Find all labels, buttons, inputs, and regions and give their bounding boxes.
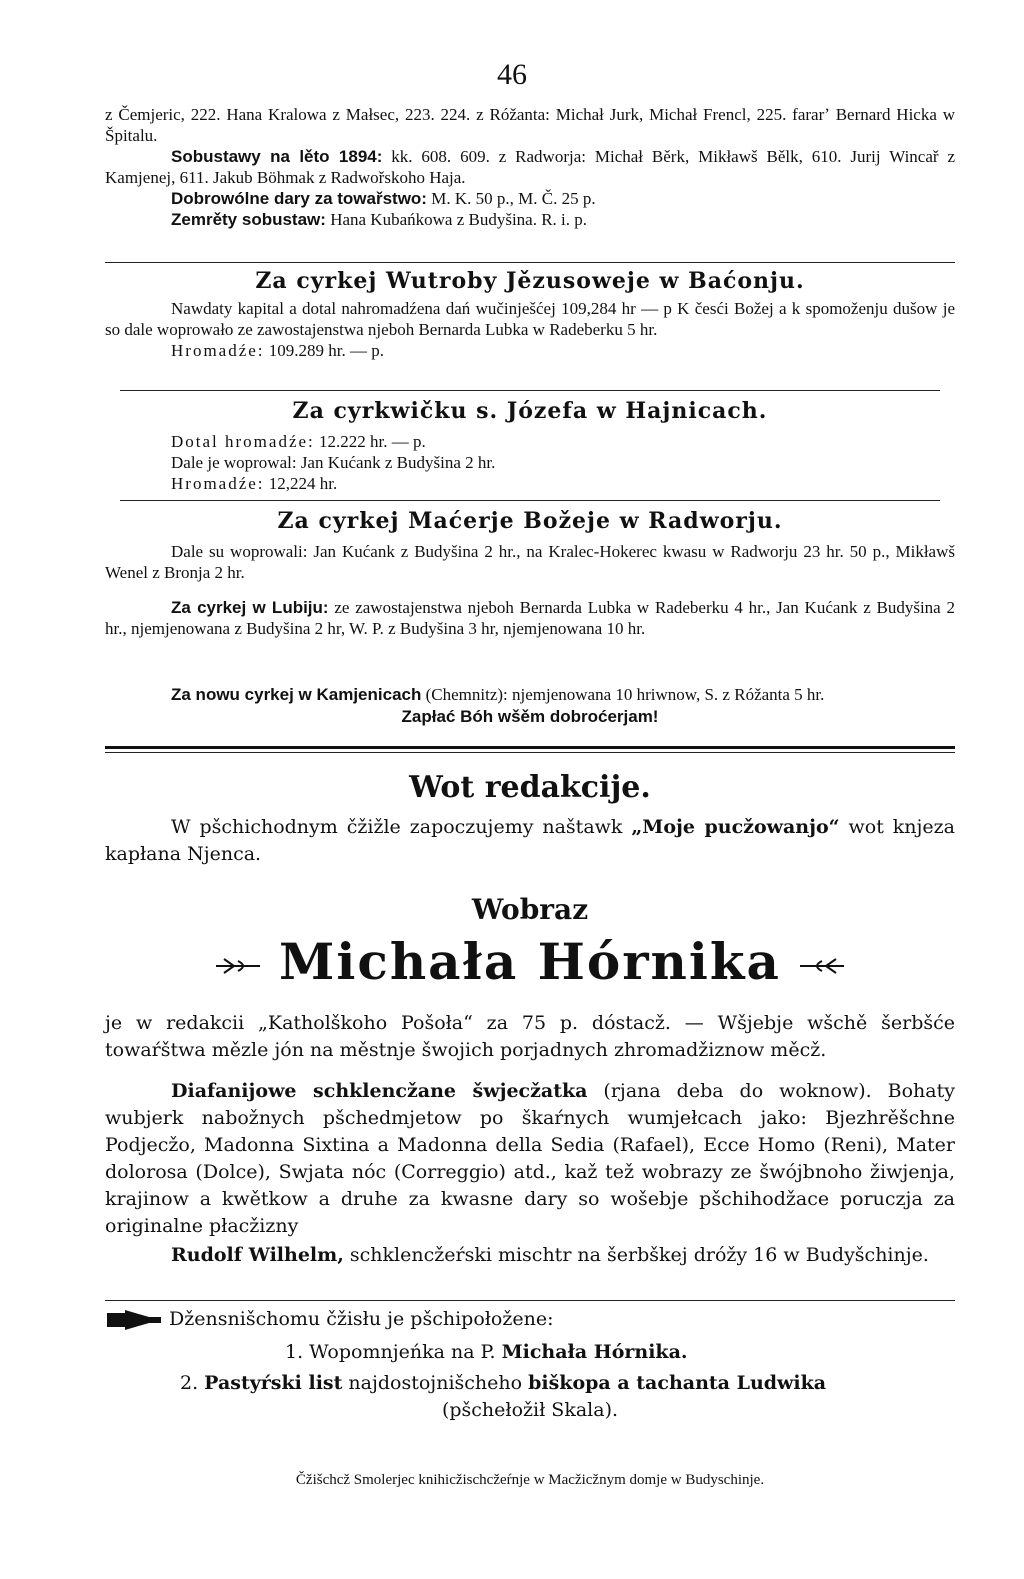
item1-text: 1. Wopomnjeńka na P. <box>285 1341 502 1363</box>
page-number: 46 <box>497 58 527 91</box>
divider <box>105 1300 955 1301</box>
section-advertisement <box>105 1078 955 1269</box>
ad-text: (rjana deba do woknow). Bohaty wubjerk nabožnych pšchedmjetow po škaŕnych wumjełcach jako: Bjezhrěšchne Podjecžo, Madonna Sixtina a Madonna della Sedia (Rafael), Ecce Homo (Reni), Mater dolorosa (Dolce), Swjata nóc (Correggio) atd., kaž tež wobrazy ze šwójbnoho žiwjenja, krajinow a kwětkow a druhe za kwasne dary so wošebje pšchihodžace poruczja za originalne płacžizny <box>105 1080 955 1237</box>
ad-merchant: Rudolf Wilhelm, <box>171 1244 344 1266</box>
paragraph-hajnicy-total <box>105 473 955 494</box>
left-flourish-icon <box>214 953 262 979</box>
section-bacon <box>105 298 955 361</box>
divider <box>120 500 940 501</box>
paragraph-bacon-total <box>105 340 955 361</box>
right-flourish-icon <box>798 953 846 979</box>
section-lubij <box>105 597 955 639</box>
paragraph-members <box>105 146 955 188</box>
editorial-text-a: W pšchichodnym čžižle zapoczujemy naštawk <box>171 816 632 838</box>
heading-hajnicy-chapel: Za cyrkwičku s. Józefa w Hajnicach. <box>292 398 768 424</box>
paragraph-hajnicy-donation: Dale je woprowal: Jan Kućank z Budyšina 2 hr. <box>171 453 496 472</box>
double-rule-top <box>105 746 955 749</box>
kamjenicy-label: Za nowu cyrkej w Kamjenicach <box>171 685 422 704</box>
deceased-text: Hana Kubańkowa z Budyšina. R. i. p. <box>325 210 588 229</box>
ad-address: schklencžeŕski mischtr na šerbškej dróžy 16 w Budyšchinje. <box>343 1244 929 1266</box>
paragraph-bacon-capital: Nawdaty kapital a dotal nahromadźena dań wučinješćej 109,284 hr — p K česći Božej a k spomoženju dušow je so dale woprowało ze zawostajenstwa njeboh Bernarda Lubka w Radeberku 5 hr. <box>105 299 955 339</box>
gifts-label: Dobrowólne dary za towařstwo: <box>171 189 427 208</box>
supplement-item-1 <box>105 1339 955 1366</box>
members-label: Sobustawy na lěto 1894: <box>171 147 383 166</box>
members-text: kk. 608. 609. z Radworja: Michał Běrk, Mikławš Bělk, 610. Jurij Wincař z Kamjenej, 611. Jakub Böhmak z Radwořskoho Haja. <box>105 147 955 187</box>
paragraph-ad <box>105 1078 955 1240</box>
heading-radwor-church: Za cyrkej Maćerje Božeje w Radworju. <box>277 508 783 534</box>
paragraph-lubij <box>105 597 955 639</box>
heading-bacon-church: Za cyrkej Wutroby Jězusoweje w Baćonju. <box>255 268 805 294</box>
paragraph-deaths: z Čemjeric, 222. Hana Kralowa z Małsec, 223. 224. z Róžanta: Michał Jurk, Michał Frencl, 225. fararʼ Bernard Hicka w Špitalu. <box>105 105 955 145</box>
lubij-text: ze zawostajenstwa njeboh Bernarda Lubka w Radeberku 4 hr., Jan Kućank z Budyšina 2 hr., njemjenowana z Budyšina 2 hr, W. P. z Budyšina 3 hr, njemjenowana 10 hr. <box>105 598 955 638</box>
imprint: Čžišchcž Smolerjec knihicžischcžeŕnje w Macžicžnym domje w Budyschinje. <box>295 1472 765 1488</box>
paragraph-portrait: je w redakcii „Katholškoho Pošoła“ za 75 p. dóstacž. — Wšjebje wšchě šerbšće towaŕštwa mězle jón na městnje šwojich porjadnych zhromadžiznow měcž. <box>105 1012 955 1061</box>
section-portrait <box>105 1010 955 1064</box>
total-value: 12,224 hr. <box>264 474 338 493</box>
supplement-translator: (pšchełožił Skala). <box>441 1399 619 1421</box>
item2-text: najdostojnišcheho <box>342 1372 529 1394</box>
section-supplement <box>105 1306 955 1424</box>
paragraph-hajnicy-previous <box>105 431 955 452</box>
divider <box>120 390 940 391</box>
lubij-label: Za cyrkej w Lubiju: <box>171 598 329 617</box>
members-list <box>105 104 955 230</box>
double-rule-bottom <box>105 752 955 753</box>
item1-name: Michała Hórnika. <box>501 1341 688 1363</box>
thanks-line: Zapłać Bóh wšěm dobroćerjam! <box>401 707 659 726</box>
total-label: Hromadźe: <box>171 341 265 360</box>
previous-label: Dotal hromadźe: <box>171 432 315 451</box>
paragraph-gifts <box>105 188 955 209</box>
item2-title: Pastyŕski list <box>204 1372 343 1394</box>
pointing-hand-icon <box>105 1307 163 1333</box>
ad-product: Diafanijowe schklencžane šwjecžatka <box>171 1080 588 1102</box>
kamjenicy-text: (Chemnitz): njemjenowana 10 hriwnow, S. z Róžanta 5 hr. <box>421 685 825 704</box>
portrait-heading: Wobraz <box>471 893 589 926</box>
supplement-item-2 <box>105 1370 955 1397</box>
paragraph-deceased <box>105 209 955 230</box>
deceased-label: Zemrěty sobustaw: <box>171 210 326 229</box>
heading-editorial: Wot redakcije. <box>409 770 651 805</box>
section-hajnicy <box>105 431 955 494</box>
supplement-intro-line <box>105 1306 955 1333</box>
previous-value: 12.222 hr. — p. <box>314 432 426 451</box>
paragraph-ad-address <box>105 1242 955 1269</box>
section-radwor <box>105 541 955 583</box>
paragraph-kamjenicy <box>105 684 955 705</box>
editorial-text-b: wot knjeza kapłana Njenca. <box>105 816 956 865</box>
item2-bishop: biškopa a tachanta Ludwika <box>528 1372 827 1394</box>
article-title: „Moje pucžowanjo“ <box>631 816 840 838</box>
supplement-intro: Džensnišchomu čžisłu je pšchipołožene: <box>169 1308 554 1330</box>
item2-num: 2. <box>180 1372 205 1394</box>
section-editorial <box>105 814 955 868</box>
portrait-name-line <box>105 932 955 992</box>
total-value: 109.289 hr. — p. <box>264 341 385 360</box>
paragraph-editorial <box>105 814 955 868</box>
total-label: Hromadźe: <box>171 474 265 493</box>
divider <box>105 262 955 263</box>
gifts-text: M. K. 50 p., M. Č. 25 p. <box>426 189 596 208</box>
portrait-name: Michała Hórnika <box>279 932 781 991</box>
section-kamjenicy <box>105 684 955 727</box>
paragraph-radwor-donations: Dale su woprowali: Jan Kućank z Budyšina 2 hr., na Kralec-Hokerec kwasu w Radworju 23 hr. 50 p., Mikławš Wenel z Bronja 2 hr. <box>105 542 955 582</box>
